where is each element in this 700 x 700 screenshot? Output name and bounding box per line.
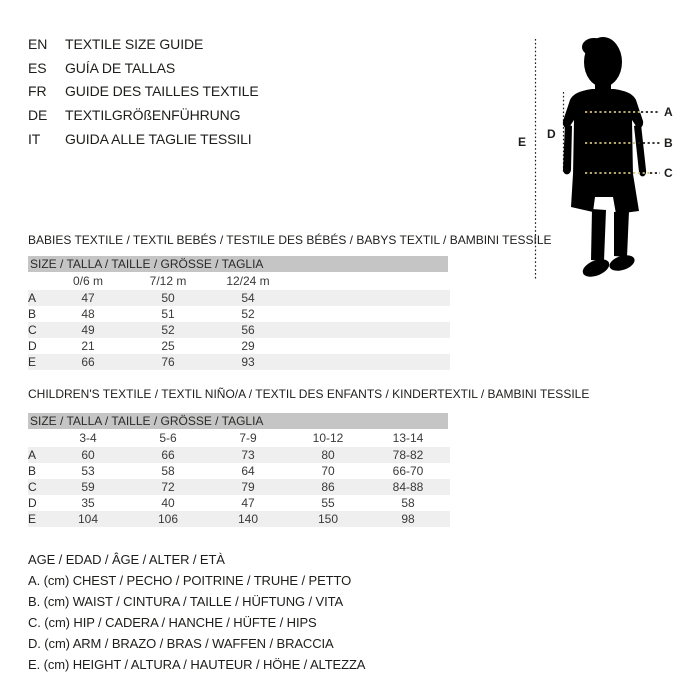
- language-row: [28, 127, 259, 151]
- size-value: 104: [77, 512, 99, 526]
- size-column-header: 7-9: [239, 431, 257, 445]
- language-guide-title: GUIDE DES TAILLES TEXTILE: [65, 83, 259, 100]
- language-code: ES: [28, 59, 47, 76]
- size-table-row: [28, 354, 450, 370]
- corner-cell: [448, 429, 450, 447]
- size-table-row: [28, 479, 450, 495]
- babies-size-header-bar: SIZE / TALLA / TAILLE / GRÖSSE / TAGLIA: [28, 256, 448, 272]
- size-column-header: 12/24 m: [226, 274, 270, 288]
- size-value: 53: [81, 464, 95, 478]
- size-value: 79: [241, 480, 255, 494]
- size-value: 93: [241, 355, 255, 369]
- size-value: 58: [401, 496, 415, 510]
- children-size-header-bar: SIZE / TALLA / TAILLE / GRÖSSE / TAGLIA: [28, 413, 448, 429]
- size-value: 47: [81, 291, 95, 305]
- legend-item: A. (cm) CHEST / PECHO / POITRINE / TRUHE / PETTO: [28, 573, 352, 588]
- size-column-header-row: [28, 429, 450, 447]
- legend-item: B. (cm) WAIST / CINTURA / TAILLE / HÜFTUNG / VITA: [28, 594, 344, 609]
- size-table-row: [28, 322, 450, 338]
- size-value: 72: [161, 480, 175, 494]
- legend-item: E. (cm) HEIGHT / ALTURA / HAUTEUR / HÖHE / ALTEZZA: [28, 657, 366, 672]
- babies-size-table: [28, 272, 450, 370]
- size-column-header-row: [28, 272, 450, 290]
- language-title-list: [28, 32, 259, 151]
- size-value: 47: [241, 496, 255, 510]
- language-guide-title: TEXTILGRÖßENFÜHRUNG: [65, 107, 241, 124]
- size-value: 52: [241, 307, 255, 321]
- filler-cell: [448, 479, 450, 495]
- corner-cell: [28, 429, 48, 447]
- language-row: [28, 103, 259, 127]
- filler-cell: [448, 495, 450, 511]
- size-column-header: 7/12 m: [149, 274, 187, 288]
- legend-item: C. (cm) HIP / CADERA / HANCHE / HÜFTE / HIPS: [28, 615, 317, 630]
- language-code: DE: [28, 107, 48, 124]
- size-value: 56: [241, 323, 255, 337]
- size-table-row: [28, 338, 450, 354]
- size-value: 70: [321, 464, 335, 478]
- measurement-row-label: D: [28, 339, 37, 353]
- language-code: FR: [28, 83, 47, 100]
- size-value: 25: [161, 339, 175, 353]
- language-row: [28, 32, 259, 56]
- size-value: 49: [81, 323, 95, 337]
- child-silhouette-diagram: [500, 25, 700, 290]
- size-value: 66: [161, 448, 175, 462]
- children-section-title: CHILDREN'S TEXTILE / TEXTIL NIÑO/A / TEXTIL DES ENFANTS / KINDERTEXTIL / BAMBINI TESSILE: [28, 387, 590, 401]
- language-guide-title: TEXTILE SIZE GUIDE: [65, 35, 204, 52]
- measurement-row-label: A: [28, 291, 37, 305]
- size-value: 52: [161, 323, 175, 337]
- filler-cell: [288, 306, 450, 322]
- filler-cell: [448, 447, 450, 463]
- size-value: 51: [161, 307, 175, 321]
- legend-item: D. (cm) ARM / BRAZO / BRAS / WAFFEN / BRACCIA: [28, 636, 334, 651]
- measurement-row-label: B: [28, 464, 37, 478]
- measurement-row-label: C: [28, 323, 37, 337]
- size-value: 64: [241, 464, 255, 478]
- size-value: 140: [237, 512, 259, 526]
- filler-cell: [448, 511, 450, 527]
- language-row: [28, 56, 259, 80]
- figure-label-d: D: [547, 127, 556, 141]
- language-code: EN: [28, 35, 48, 52]
- size-value: 106: [157, 512, 179, 526]
- figure-label-c: C: [664, 166, 673, 180]
- size-value: 76: [161, 355, 175, 369]
- size-value: 55: [321, 496, 335, 510]
- language-code: IT: [28, 131, 41, 148]
- filler-cell: [288, 290, 450, 306]
- size-table-row: [28, 511, 450, 527]
- size-value: 29: [241, 339, 255, 353]
- size-table-row: [28, 290, 450, 306]
- size-column-header: 3-4: [79, 431, 97, 445]
- measurement-legend: [28, 549, 365, 675]
- size-value: 80: [321, 448, 335, 462]
- child-silhouette: [563, 37, 646, 280]
- filler-cell: [288, 354, 450, 370]
- language-guide-title: GUÍA DE TALLAS: [65, 59, 176, 76]
- size-value: 98: [401, 512, 415, 526]
- filler-cell: [448, 463, 450, 479]
- filler-cell: [288, 338, 450, 354]
- legend-item-list: [28, 570, 365, 675]
- size-table-row: [28, 495, 450, 511]
- measurement-row-label: C: [28, 480, 37, 494]
- size-value: 84-88: [392, 480, 424, 494]
- size-value: 54: [241, 291, 255, 305]
- size-value: 150: [317, 512, 339, 526]
- size-value: 58: [161, 464, 175, 478]
- size-table-row: [28, 447, 450, 463]
- size-column-header: 13-14: [392, 431, 424, 445]
- size-value: 78-82: [392, 448, 424, 462]
- language-guide-title: GUIDA ALLE TAGLIE TESSILI: [65, 131, 252, 148]
- size-value: 59: [81, 480, 95, 494]
- size-value: 21: [81, 339, 95, 353]
- measurement-figure: [500, 25, 700, 290]
- measurement-row-label: E: [28, 512, 37, 526]
- corner-cell: [288, 272, 450, 290]
- legend-age-line: AGE / EDAD / ÂGE / ALTER / ETÀ: [28, 552, 225, 567]
- figure-label-a: A: [664, 105, 673, 119]
- size-table-row: [28, 306, 450, 322]
- measurement-row-label: A: [28, 448, 37, 462]
- size-value: 50: [161, 291, 175, 305]
- size-column-header: 0/6 m: [72, 274, 103, 288]
- corner-cell: [28, 272, 48, 290]
- size-value: 60: [81, 448, 95, 462]
- figure-label-e: E: [518, 135, 527, 149]
- size-value: 48: [81, 307, 95, 321]
- filler-cell: [288, 322, 450, 338]
- measurement-row-label: D: [28, 496, 37, 510]
- measurement-row-label: E: [28, 355, 37, 369]
- size-value: 35: [81, 496, 95, 510]
- figure-label-b: B: [664, 136, 673, 150]
- babies-section-title: BABIES TEXTILE / TEXTIL BEBÉS / TESTILE DES BÉBÉS / BABYS TEXTIL / BAMBINI TESSILE: [28, 233, 552, 247]
- measurement-row-label: B: [28, 307, 37, 321]
- size-table-row: [28, 463, 450, 479]
- size-column-header: 5-6: [159, 431, 177, 445]
- size-value: 86: [321, 480, 335, 494]
- children-size-table: [28, 429, 450, 527]
- size-value: 66-70: [392, 464, 424, 478]
- language-row: [28, 80, 259, 104]
- size-column-header: 10-12: [312, 431, 344, 445]
- size-value: 40: [161, 496, 175, 510]
- size-value: 66: [81, 355, 95, 369]
- size-value: 73: [241, 448, 255, 462]
